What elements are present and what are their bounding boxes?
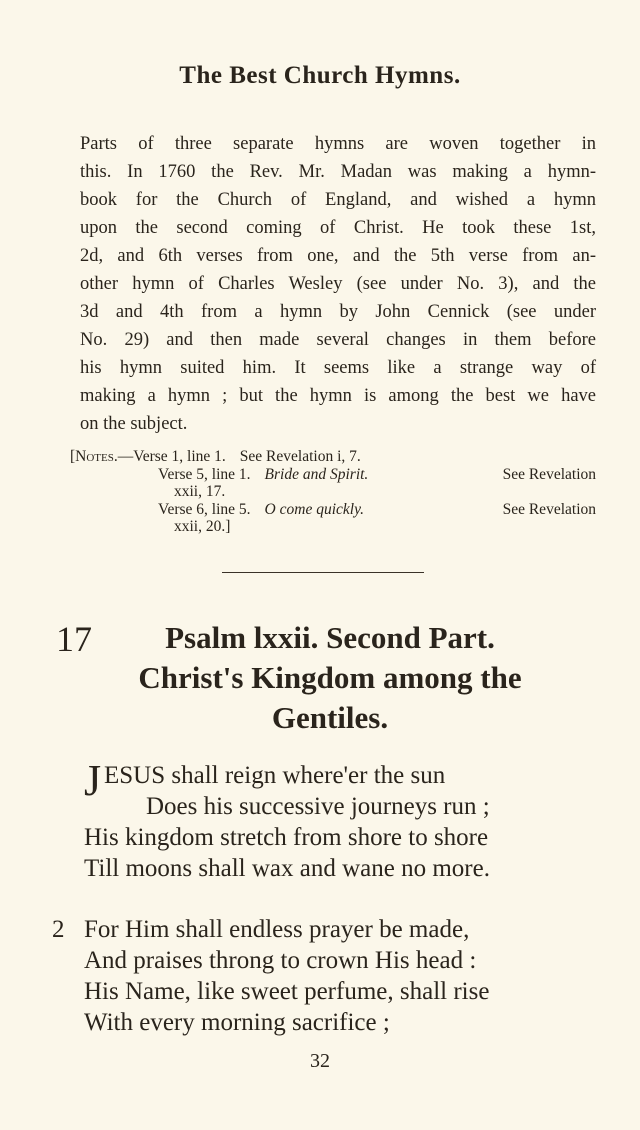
verse-1 <box>84 756 490 884</box>
commentary-line: 3d and 4th from a hymn by John Cennick (see under <box>80 302 596 322</box>
commentary-paragraph <box>80 130 596 438</box>
hymn-title-line: Gentiles. <box>271 700 389 735</box>
hymn-title <box>100 618 560 738</box>
verse-line: His Name, like sweet perfume, shall rise <box>84 978 490 1005</box>
commentary-line: 2d, and 6th verses from one, and the 5th verse from an- <box>80 246 596 266</box>
commentary-line: Parts of three separate hymns are woven together in <box>80 134 596 154</box>
page-number: 32 <box>310 1050 330 1072</box>
commentary-line: this. In 1760 the Rev. Mr. Madan was making a hymn- <box>80 162 596 182</box>
verse-2 <box>84 914 489 1038</box>
commentary-line: No. 29) and then made several changes in them before <box>80 330 596 350</box>
verse-line: ESUS shall reign where'er the sun <box>104 762 446 789</box>
notes-dash: — <box>117 448 134 465</box>
commentary-line: other hymn of Charles Wesley (see under No. 3), and the <box>80 274 596 294</box>
notes-block <box>70 448 596 536</box>
commentary-line: book for the Church of England, and wished a hymn <box>80 190 596 210</box>
hymn-title-line: Christ's Kingdom among the <box>138 660 522 695</box>
commentary-line: on the subject. <box>80 414 188 434</box>
note-2-ref: Verse 5, line 1. <box>158 465 251 483</box>
note-2-italic: Bride and Spirit. <box>264 465 369 483</box>
note-3-italic: O come quickly. <box>264 500 364 518</box>
verse-line: And praises throng to crown His head : <box>84 947 477 974</box>
verse-line: Does his successive journeys run ; <box>146 793 490 820</box>
note-3-text: See Revelation <box>502 500 596 518</box>
drop-cap: J <box>84 756 102 805</box>
verse-line: Till moons shall wax and wane no more. <box>84 855 490 882</box>
note-2-continuation: xxii, 17. <box>174 483 226 500</box>
note-3-continuation: xxii, 20.] <box>174 518 231 535</box>
notes-open-bracket: [ <box>70 448 76 465</box>
commentary-line: making a hymn ; but the hymn is among the best we have <box>80 386 596 406</box>
verse-line: With every morning sacrifice ; <box>84 1009 390 1036</box>
hymn-title-line: Psalm lxxii. Second Part. <box>165 620 495 655</box>
note-2 <box>70 466 596 484</box>
section-divider <box>222 572 424 573</box>
verse-number: 2 <box>52 916 65 943</box>
note-3 <box>70 501 596 519</box>
note-2-text: See Revelation <box>502 465 596 483</box>
verse-line: His kingdom stretch from shore to shore <box>84 824 489 851</box>
note-1-ref: Verse 1, line 1. <box>133 448 226 465</box>
note-1-text: See Revelation i, 7. <box>239 448 361 465</box>
commentary-line: his hymn suited him. It seems like a strange way of <box>80 358 596 378</box>
note-1 <box>70 448 596 466</box>
notes-label: Notes. <box>75 448 118 465</box>
verse-line: For Him shall endless prayer be made, <box>84 916 470 943</box>
note-3-ref: Verse 6, line 5. <box>158 500 251 518</box>
running-title: The Best Church Hymns. <box>179 62 461 89</box>
commentary-line: upon the second coming of Christ. He took these 1st, <box>80 218 596 238</box>
hymn-number: 17 <box>56 619 92 659</box>
